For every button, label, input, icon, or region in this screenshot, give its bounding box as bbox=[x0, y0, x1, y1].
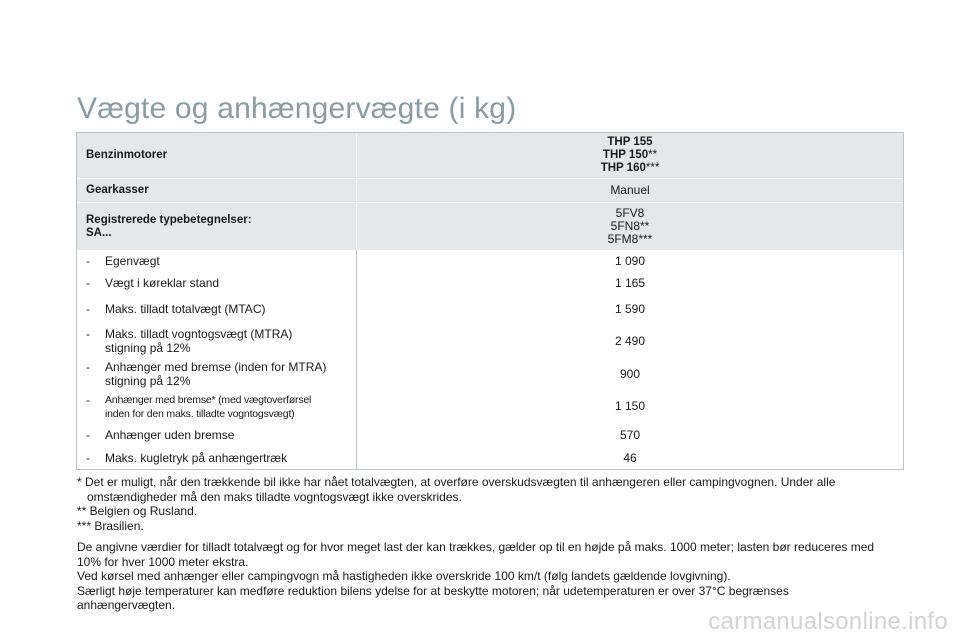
row-label: Anhænger uden bremse bbox=[105, 428, 235, 442]
footnote-3: *** Brasilien. bbox=[77, 518, 144, 533]
row-label: Egenvægt bbox=[105, 254, 160, 268]
table-row: - Anhænger med bremse (inden for MTRA) stigning på 12% 900 bbox=[77, 358, 903, 390]
footnote-1-cont: omstændigheder må den maks tilladte vogntogsvægt ikke overskrides. bbox=[87, 489, 462, 504]
table-row-engine bbox=[77, 133, 903, 179]
row-label: Vægt i køreklar stand bbox=[105, 276, 220, 290]
table-row: - Vægt i køreklar stand 1 165 bbox=[77, 272, 903, 294]
engine-value-3: THP 160*** bbox=[600, 162, 660, 174]
engine-value-2: THP 150** bbox=[602, 149, 658, 161]
row-label-line2: inden for den maks. tilladte vogntogsvægt) bbox=[105, 407, 295, 420]
row-value: 900 bbox=[619, 366, 641, 381]
row-label: Maks. kugletryk på anhængertræk bbox=[105, 451, 288, 465]
row-label: Maks. tilladt vogntogsvægt (MTRA) bbox=[105, 327, 293, 341]
paragraph-speed: Ved kørsel med anhænger eller campingvogn må hastigheden ikke overskride 100 km/t (følg landets gældende lovgivning). bbox=[77, 569, 731, 583]
table-body bbox=[77, 250, 903, 469]
footnote-2: ** Belgien og Rusland. bbox=[77, 504, 198, 518]
type-label: Registrerede typebetegnelser: SA... bbox=[77, 203, 357, 250]
row-value: 570 bbox=[619, 427, 641, 442]
table-row: - Anhænger med bremse* (med vægtoverførsel inden for den maks. tilladte vogntogsvægt) 1 150 bbox=[77, 390, 903, 423]
row-value: 1 150 bbox=[614, 399, 646, 413]
paragraph-temperature: Særligt høje temperaturer kan medføre reduktion bilens ydelse for at beskytte motoren; når udetemperaturen er over 37°C begrænses bbox=[77, 583, 789, 598]
watermark: carmanualsonline.info bbox=[708, 608, 948, 635]
weights-table bbox=[76, 132, 904, 470]
row-value: 46 bbox=[623, 450, 637, 465]
row-value: 2 490 bbox=[614, 333, 646, 348]
row-label-line2: stigning på 12% bbox=[105, 374, 191, 388]
type-values: 5FV8 5FN8** 5FM8*** bbox=[607, 206, 653, 246]
table-row: - Anhænger uden bremse 570 bbox=[77, 423, 903, 447]
engine-label: Benzinmotorer bbox=[77, 133, 357, 178]
row-label: Anhænger med bremse (inden for MTRA) bbox=[105, 360, 327, 374]
row-value: 1 090 bbox=[614, 253, 646, 268]
row-value: 1 590 bbox=[614, 301, 646, 316]
row-label-line2: stigning på 12% bbox=[105, 341, 191, 355]
row-value: 1 165 bbox=[614, 275, 646, 290]
paragraph-temperature-cont: anhængervægten. bbox=[77, 598, 176, 612]
table-row-type bbox=[77, 203, 903, 250]
engine-values bbox=[357, 133, 903, 178]
table-row-gearbox bbox=[77, 179, 903, 203]
page-title: Vægte og anhængervægte (i kg) bbox=[77, 92, 517, 125]
table-row: - Maks. tilladt vogntogsvægt (MTRA) stigning på 12% 2 490 bbox=[77, 324, 903, 358]
gearbox-value: Manuel bbox=[610, 183, 650, 197]
row-label: Maks. tilladt totalvægt (MTAC) bbox=[105, 302, 266, 316]
table-row: - Egenvægt 1 090 bbox=[77, 250, 903, 272]
gearbox-label: Gearkasser bbox=[77, 179, 357, 202]
footnote-1: * Det er muligt, når den trækkende bil ikke har nået totalvægten, at overføre overskudsvægten til anhængeren eller campingvognen. Under alle bbox=[77, 475, 836, 489]
engine-value-1: THP 155 bbox=[607, 136, 653, 148]
paragraph-altitude: De angivne værdier for tilladt totalvægt og for hvor meget last der kan trækkes, gælder op til en højde på maks. 1000 meter; lasten bør reduceres med bbox=[77, 540, 875, 554]
notes-section bbox=[77, 475, 907, 613]
table-row: - Maks. tilladt totalvægt (MTAC) 1 590 bbox=[77, 294, 903, 324]
paragraph-altitude-cont: 10% for hver 1000 meter ekstra. bbox=[77, 554, 249, 569]
row-label: Anhænger med bremse* (med vægtoverførsel bbox=[105, 393, 312, 406]
table-row: - Maks. kugletryk på anhængertræk 46 bbox=[77, 447, 903, 469]
